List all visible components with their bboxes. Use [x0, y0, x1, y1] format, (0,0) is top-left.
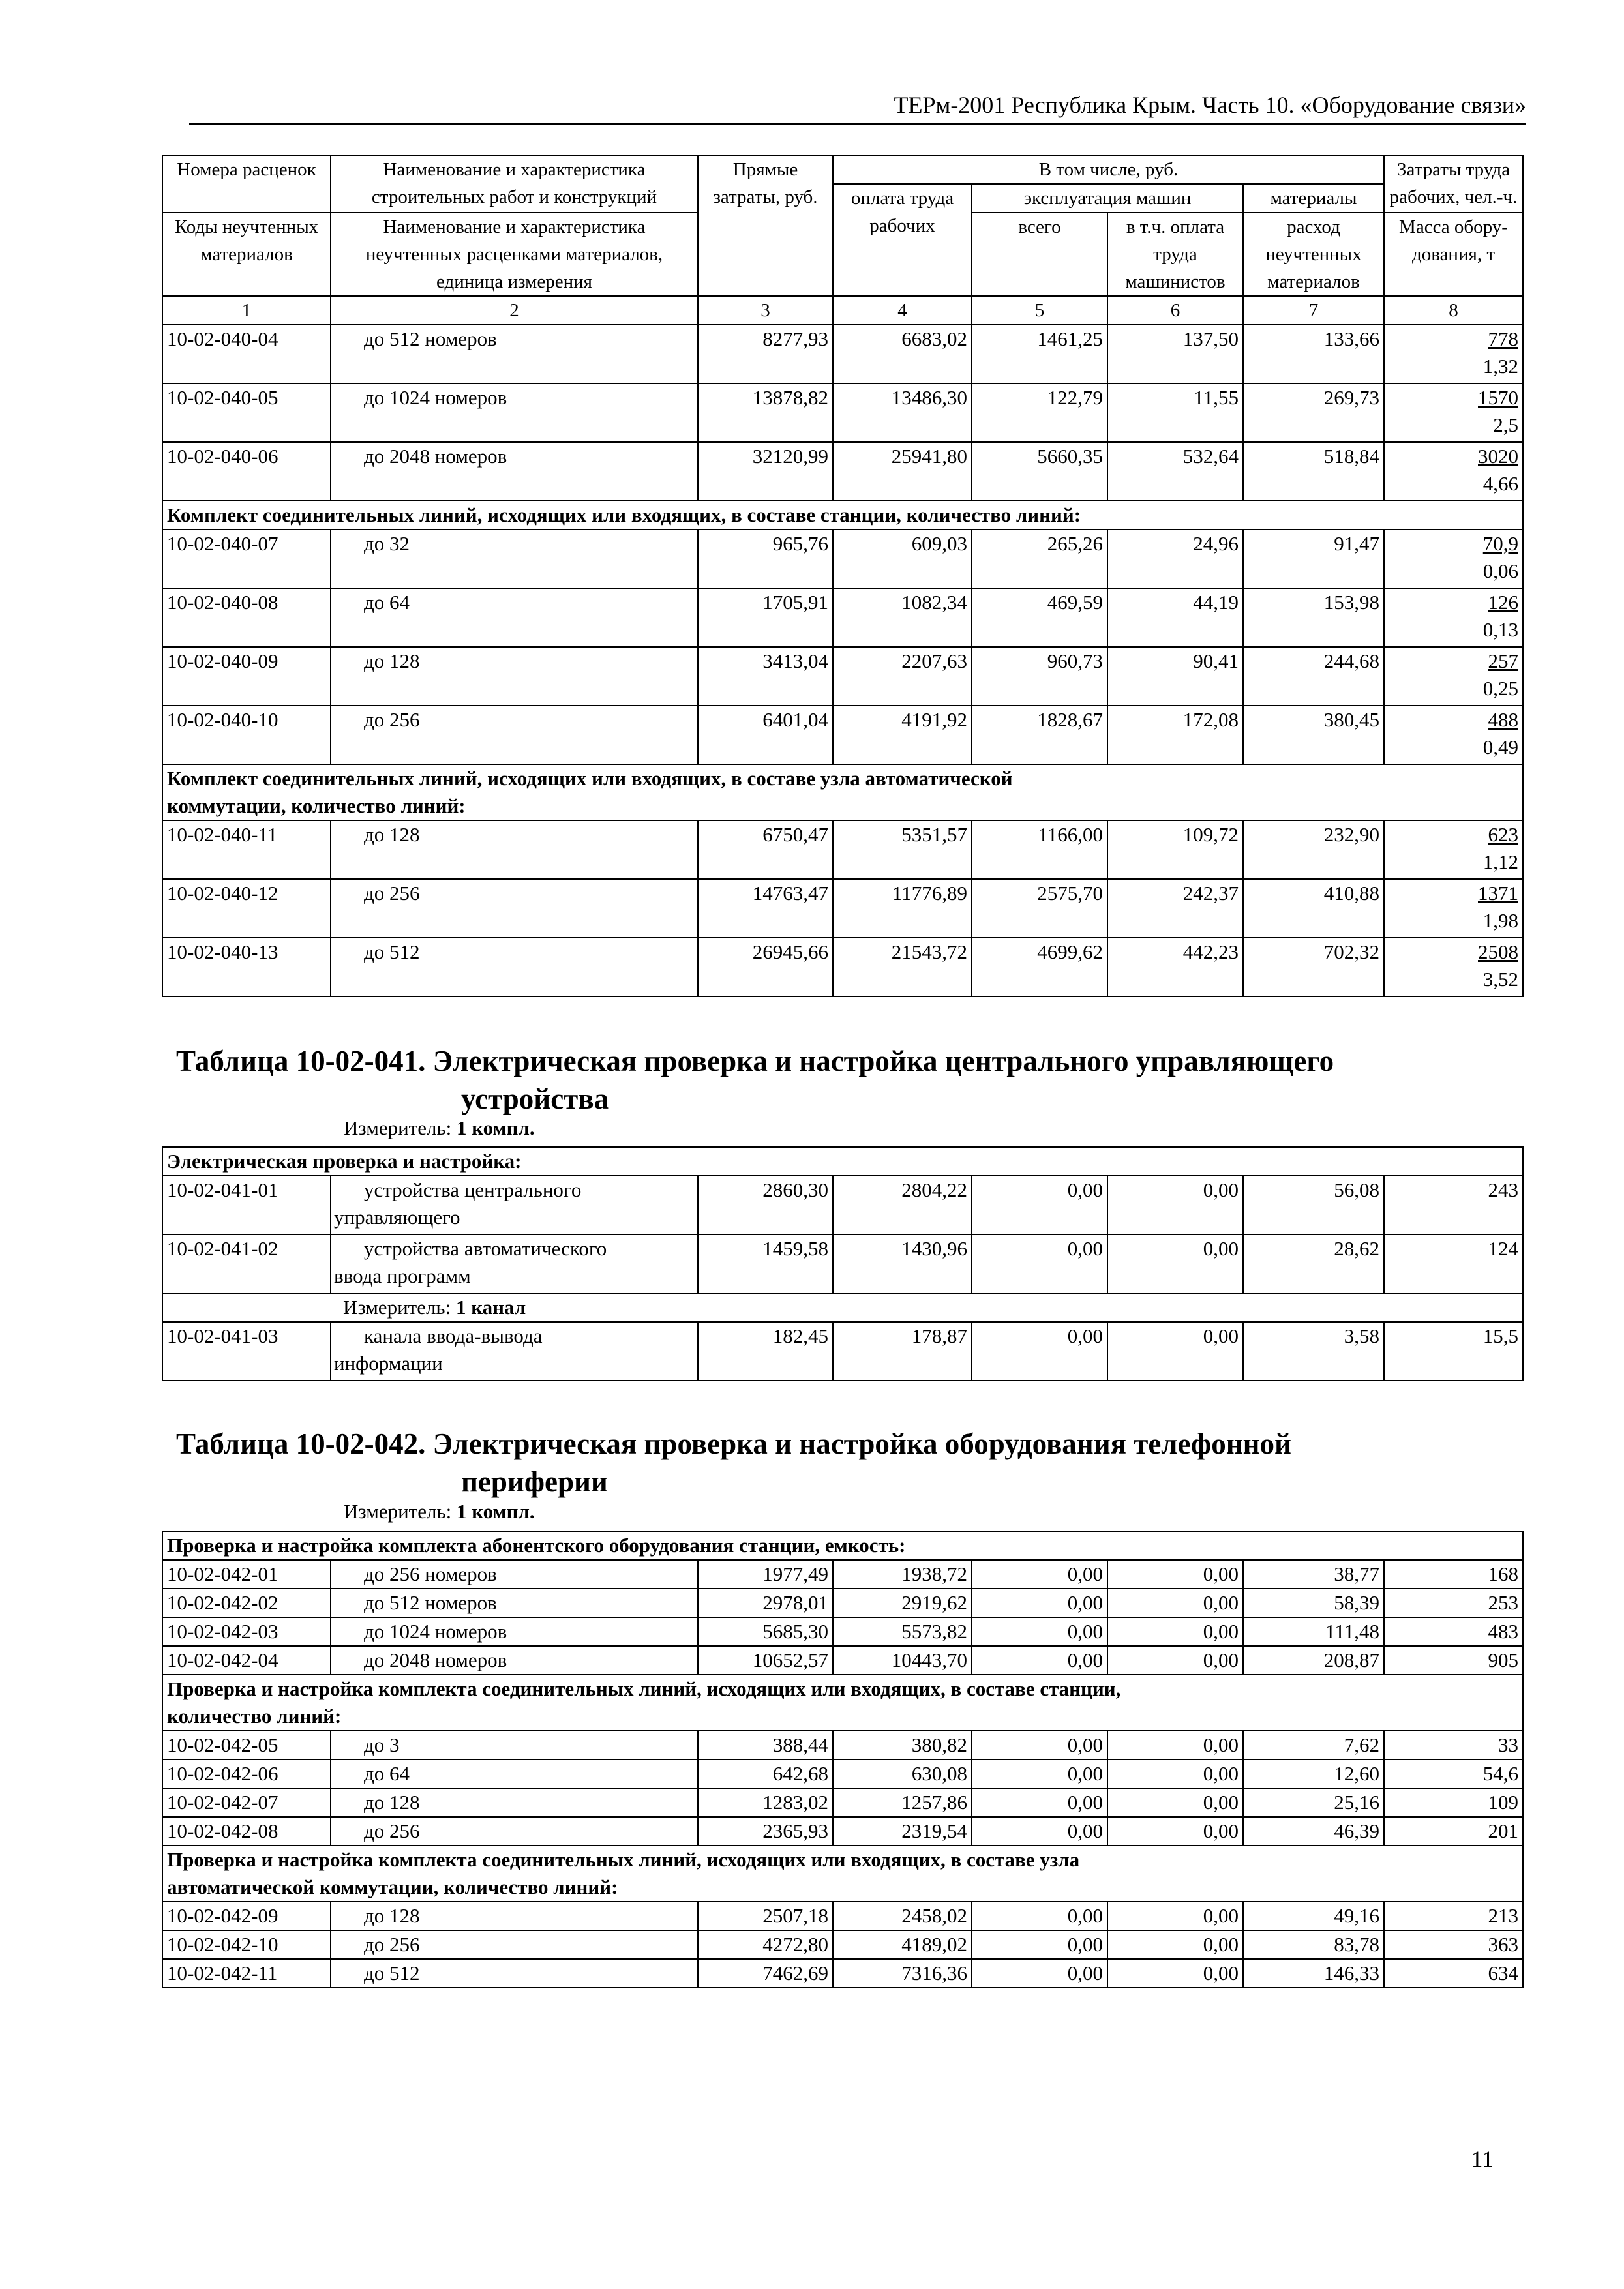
header-machines-total: всего — [972, 213, 1107, 296]
labor-cost: 488 — [1488, 708, 1518, 731]
labor-cost: 201 — [1384, 1817, 1523, 1846]
materials: 83,78 — [1243, 1930, 1384, 1959]
rate-name: до 512 номеров — [331, 1589, 698, 1617]
labor-and-mass — [1384, 706, 1523, 764]
materials: 46,39 — [1243, 1817, 1384, 1846]
table-row — [162, 1930, 1523, 1959]
materials: 232,90 — [1243, 820, 1384, 879]
direct-cost: 6401,04 — [698, 706, 833, 764]
meter-label: Измеритель: — [344, 1500, 452, 1523]
machines-total: 0,00 — [972, 1176, 1107, 1234]
header-machines: эксплуатация машин — [972, 184, 1243, 213]
labor-pay: 25941,80 — [833, 442, 972, 501]
meter-label: Измеритель: — [343, 1296, 451, 1319]
rate-code: 10-02-040-06 — [162, 442, 331, 501]
machines-pay: 0,00 — [1107, 1322, 1243, 1381]
meter-line — [344, 1500, 535, 1523]
rate-code: 10-02-042-05 — [162, 1731, 331, 1759]
rate-name: до 2048 номеров — [331, 1646, 698, 1675]
rate-code: 10-02-040-09 — [162, 647, 331, 706]
materials: 111,48 — [1243, 1617, 1384, 1646]
rate-name: до 256 — [331, 879, 698, 938]
section-heading-line: Комплект соединительных линий, исходящих или входящих, в составе узла автоматической — [167, 767, 1013, 790]
rate-name: до 256 номеров — [331, 1560, 698, 1589]
machines-pay: 44,19 — [1107, 588, 1243, 647]
table-row — [162, 383, 1523, 442]
labor-pay: 4191,92 — [833, 706, 972, 764]
machines-total: 469,59 — [972, 588, 1107, 647]
machines-pay: 0,00 — [1107, 1731, 1243, 1759]
machines-total: 960,73 — [972, 647, 1107, 706]
labor-cost: 623 — [1488, 823, 1518, 846]
table-row — [162, 647, 1523, 706]
rate-name-line: ввода программ — [334, 1264, 471, 1287]
direct-cost: 26945,66 — [698, 938, 833, 996]
rates-table-10-02-041 — [162, 1146, 1524, 1381]
header-labor-pay: оплата труда рабочих — [833, 184, 972, 296]
header-materials: материалы — [1243, 184, 1384, 213]
table-row — [162, 1322, 1523, 1381]
labor-pay: 7316,36 — [833, 1959, 972, 1988]
rate-code: 10-02-042-10 — [162, 1930, 331, 1959]
materials: 133,66 — [1243, 325, 1384, 383]
header-machines-pay: в т.ч. оплата труда машинистов — [1107, 213, 1243, 296]
direct-cost: 14763,47 — [698, 879, 833, 938]
col-number: 1 — [162, 296, 331, 325]
section-heading — [162, 1846, 1523, 1902]
rate-name: до 1024 номеров — [331, 1617, 698, 1646]
labor-and-mass — [1384, 820, 1523, 879]
equipment-mass: 1,12 — [1482, 850, 1518, 873]
machines-pay: 0,00 — [1107, 1930, 1243, 1959]
labor-pay: 1938,72 — [833, 1560, 972, 1589]
rate-code: 10-02-041-02 — [162, 1234, 331, 1293]
equipment-mass: 2,5 — [1493, 413, 1518, 436]
labor-cost: 905 — [1384, 1646, 1523, 1675]
labor-pay: 1082,34 — [833, 588, 972, 647]
machines-total: 0,00 — [972, 1817, 1107, 1846]
direct-cost: 13878,82 — [698, 383, 833, 442]
col-number: 6 — [1107, 296, 1243, 325]
table-row — [162, 1817, 1523, 1846]
header-name: Наименование и характеристика строительных работ и конструкций — [331, 155, 698, 213]
machines-total: 0,00 — [972, 1322, 1107, 1381]
rate-code: 10-02-042-01 — [162, 1560, 331, 1589]
labor-and-mass — [1384, 879, 1523, 938]
machines-total: 0,00 — [972, 1731, 1107, 1759]
rate-code: 10-02-042-09 — [162, 1902, 331, 1930]
labor-pay: 4189,02 — [833, 1930, 972, 1959]
table-row — [162, 879, 1523, 938]
rate-name-line: устройства автоматического — [364, 1237, 607, 1260]
table-row — [162, 1959, 1523, 1988]
machines-total: 5660,35 — [972, 442, 1107, 501]
machines-pay: 0,00 — [1107, 1959, 1243, 1988]
rate-name: до 1024 номеров — [331, 383, 698, 442]
section-heading: Комплект соединительных линий, исходящих или входящих, в составе станции, количество линий: — [162, 501, 1523, 530]
machines-pay: 0,00 — [1107, 1560, 1243, 1589]
rate-name: до 512 номеров — [331, 325, 698, 383]
machines-total: 1166,00 — [972, 820, 1107, 879]
labor-cost: 70,9 — [1482, 532, 1518, 555]
labor-pay: 630,08 — [833, 1759, 972, 1788]
meter-line — [344, 1116, 535, 1140]
machines-total: 0,00 — [972, 1617, 1107, 1646]
direct-cost: 2507,18 — [698, 1902, 833, 1930]
table-row — [162, 1731, 1523, 1759]
section-heading-line: коммутации, количество линий: — [167, 794, 466, 817]
direct-cost: 388,44 — [698, 1731, 833, 1759]
machines-total: 0,00 — [972, 1589, 1107, 1617]
machines-total: 122,79 — [972, 383, 1107, 442]
direct-cost: 7462,69 — [698, 1959, 833, 1988]
machines-pay: 0,00 — [1107, 1759, 1243, 1788]
machines-pay: 0,00 — [1107, 1617, 1243, 1646]
meter-label: Измеритель: — [344, 1116, 452, 1139]
table-title-line: устройства — [461, 1083, 609, 1115]
labor-pay: 2458,02 — [833, 1902, 972, 1930]
labor-and-mass — [1384, 325, 1523, 383]
materials: 25,16 — [1243, 1788, 1384, 1817]
rate-code: 10-02-040-10 — [162, 706, 331, 764]
direct-cost: 2860,30 — [698, 1176, 833, 1234]
labor-cost: 483 — [1384, 1617, 1523, 1646]
meter-value: 1 компл. — [456, 1500, 535, 1523]
header-materials-sub: расход неучтенных материалов — [1243, 213, 1384, 296]
rate-code: 10-02-040-07 — [162, 530, 331, 588]
machines-total: 0,00 — [972, 1930, 1107, 1959]
labor-cost: 778 — [1488, 327, 1518, 350]
machines-total: 0,00 — [972, 1788, 1107, 1817]
materials: 91,47 — [1243, 530, 1384, 588]
rate-name — [331, 1176, 698, 1234]
rate-name-line: канала ввода-вывода — [364, 1324, 543, 1347]
direct-cost: 2365,93 — [698, 1817, 833, 1846]
labor-pay: 21543,72 — [833, 938, 972, 996]
header-incl: В том числе, руб. — [833, 155, 1384, 184]
header-direct: Прямые затраты, руб. — [698, 155, 833, 296]
direct-cost: 182,45 — [698, 1322, 833, 1381]
rate-name: до 3 — [331, 1731, 698, 1759]
machines-total: 0,00 — [972, 1560, 1107, 1589]
rate-code: 10-02-042-06 — [162, 1759, 331, 1788]
materials: 410,88 — [1243, 879, 1384, 938]
meter-row — [162, 1293, 1523, 1322]
labor-pay: 5573,82 — [833, 1617, 972, 1646]
labor-pay: 380,82 — [833, 1731, 972, 1759]
col-number: 3 — [698, 296, 833, 325]
rate-name: до 128 — [331, 1788, 698, 1817]
rate-code: 10-02-042-04 — [162, 1646, 331, 1675]
materials: 56,08 — [1243, 1176, 1384, 1234]
labor-cost: 363 — [1384, 1930, 1523, 1959]
direct-cost: 965,76 — [698, 530, 833, 588]
machines-pay: 90,41 — [1107, 647, 1243, 706]
rate-name: до 128 — [331, 1902, 698, 1930]
table-row — [162, 1589, 1523, 1617]
labor-pay: 2919,62 — [833, 1589, 972, 1617]
table-row — [162, 1759, 1523, 1788]
labor-cost: 54,6 — [1384, 1759, 1523, 1788]
section-heading: Проверка и настройка комплекта абонентского оборудования станции, емкость: — [162, 1531, 1523, 1560]
rate-code: 10-02-040-13 — [162, 938, 331, 996]
materials: 12,60 — [1243, 1759, 1384, 1788]
machines-pay: 11,55 — [1107, 383, 1243, 442]
page-header: ТЕРм-2001 Республика Крым. Часть 10. «Оборудование связи» — [189, 91, 1526, 125]
table-row — [162, 1176, 1523, 1234]
equipment-mass: 4,66 — [1482, 472, 1518, 495]
rate-name: до 128 — [331, 820, 698, 879]
labor-and-mass — [1384, 647, 1523, 706]
table-row — [162, 588, 1523, 647]
header-name2: Наименование и характеристика неучтенных расценками материалов, единица измерения — [331, 213, 698, 296]
table-row — [162, 706, 1523, 764]
section-heading-line: автоматической коммутации, количество линий: — [167, 1876, 618, 1898]
table-title-line: Таблица 10-02-041. Электрическая проверка и настройка центрального управляющего — [176, 1045, 1334, 1077]
materials: 146,33 — [1243, 1959, 1384, 1988]
machines-pay: 242,37 — [1107, 879, 1243, 938]
labor-cost: 168 — [1384, 1560, 1523, 1589]
machines-pay: 0,00 — [1107, 1176, 1243, 1234]
machines-pay: 172,08 — [1107, 706, 1243, 764]
equipment-mass: 1,32 — [1482, 355, 1518, 378]
equipment-mass: 1,98 — [1482, 909, 1518, 932]
direct-cost: 1705,91 — [698, 588, 833, 647]
table-row — [162, 1902, 1523, 1930]
rate-name: до 2048 номеров — [331, 442, 698, 501]
direct-cost: 10652,57 — [698, 1646, 833, 1675]
direct-cost: 642,68 — [698, 1759, 833, 1788]
machines-total: 0,00 — [972, 1234, 1107, 1293]
materials: 244,68 — [1243, 647, 1384, 706]
direct-cost: 1283,02 — [698, 1788, 833, 1817]
rate-code: 10-02-040-11 — [162, 820, 331, 879]
materials: 269,73 — [1243, 383, 1384, 442]
section-heading-line: Проверка и настройка комплекта соединительных линий, исходящих или входящих, в составе станции, — [167, 1677, 1121, 1700]
labor-pay: 5351,57 — [833, 820, 972, 879]
labor-pay: 609,03 — [833, 530, 972, 588]
machines-pay: 0,00 — [1107, 1234, 1243, 1293]
section-heading-line: Проверка и настройка комплекта соединительных линий, исходящих или входящих, в составе узла — [167, 1848, 1080, 1871]
labor-pay: 6683,02 — [833, 325, 972, 383]
machines-total: 0,00 — [972, 1646, 1107, 1675]
materials: 3,58 — [1243, 1322, 1384, 1381]
equipment-mass: 0,25 — [1482, 677, 1518, 700]
col-number: 2 — [331, 296, 698, 325]
rate-code: 10-02-041-03 — [162, 1322, 331, 1381]
section-heading: Электрическая проверка и настройка: — [162, 1147, 1523, 1176]
direct-cost: 4272,80 — [698, 1930, 833, 1959]
machines-pay: 0,00 — [1107, 1589, 1243, 1617]
labor-and-mass — [1384, 383, 1523, 442]
machines-total: 1461,25 — [972, 325, 1107, 383]
header-codes: Номера расценок — [162, 155, 331, 213]
rate-name: до 32 — [331, 530, 698, 588]
labor-cost: 15,5 — [1384, 1322, 1523, 1381]
labor-pay: 2319,54 — [833, 1817, 972, 1846]
labor-cost: 243 — [1384, 1176, 1523, 1234]
rate-name: до 128 — [331, 647, 698, 706]
direct-cost: 8277,93 — [698, 325, 833, 383]
table-title-line: периферии — [461, 1465, 608, 1498]
equipment-mass: 3,52 — [1482, 968, 1518, 991]
direct-cost: 5685,30 — [698, 1617, 833, 1646]
table-title-line: Таблица 10-02-042. Электрическая проверка и настройка оборудования телефонной — [176, 1428, 1291, 1460]
section-heading — [162, 1675, 1523, 1731]
rate-name: до 512 — [331, 1959, 698, 1988]
labor-cost: 634 — [1384, 1959, 1523, 1988]
machines-pay: 532,64 — [1107, 442, 1243, 501]
table-title-10-02-042 — [176, 1425, 1520, 1501]
table-row — [162, 442, 1523, 501]
rate-code: 10-02-041-01 — [162, 1176, 331, 1234]
materials: 7,62 — [1243, 1731, 1384, 1759]
col-number: 8 — [1384, 296, 1523, 325]
rate-code: 10-02-040-04 — [162, 325, 331, 383]
labor-cost: 3020 — [1478, 445, 1518, 468]
machines-total: 4699,62 — [972, 938, 1107, 996]
table-row — [162, 1617, 1523, 1646]
machines-total: 265,26 — [972, 530, 1107, 588]
materials: 380,45 — [1243, 706, 1384, 764]
rate-name-line: информации — [334, 1352, 443, 1375]
materials: 58,39 — [1243, 1589, 1384, 1617]
machines-total: 1828,67 — [972, 706, 1107, 764]
labor-and-mass — [1384, 938, 1523, 996]
rate-code: 10-02-042-08 — [162, 1817, 331, 1846]
rate-name: до 256 — [331, 706, 698, 764]
labor-cost: 124 — [1384, 1234, 1523, 1293]
table-row — [162, 820, 1523, 879]
rate-name — [331, 1322, 698, 1381]
col-number: 4 — [833, 296, 972, 325]
machines-pay: 0,00 — [1107, 1817, 1243, 1846]
labor-cost: 33 — [1384, 1731, 1523, 1759]
header-codes2: Коды неучтенных материалов — [162, 213, 331, 296]
direct-cost: 3413,04 — [698, 647, 833, 706]
table-row — [162, 938, 1523, 996]
table-row — [162, 325, 1523, 383]
labor-pay: 11776,89 — [833, 879, 972, 938]
labor-pay: 2207,63 — [833, 647, 972, 706]
labor-cost: 213 — [1384, 1902, 1523, 1930]
materials: 208,87 — [1243, 1646, 1384, 1675]
labor-cost: 2508 — [1478, 940, 1518, 963]
labor-pay: 1430,96 — [833, 1234, 972, 1293]
section-heading — [162, 764, 1523, 820]
labor-and-mass — [1384, 530, 1523, 588]
labor-cost: 257 — [1488, 650, 1518, 672]
machines-pay: 109,72 — [1107, 820, 1243, 879]
machines-pay: 442,23 — [1107, 938, 1243, 996]
table-title-10-02-041 — [176, 1042, 1520, 1118]
machines-total: 0,00 — [972, 1902, 1107, 1930]
section-heading-line: количество линий: — [167, 1705, 342, 1728]
header-mass: Масса обору-дования, т — [1384, 213, 1523, 296]
rate-code: 10-02-040-05 — [162, 383, 331, 442]
labor-pay: 13486,30 — [833, 383, 972, 442]
table-row — [162, 1560, 1523, 1589]
table-row — [162, 1788, 1523, 1817]
labor-pay: 1257,86 — [833, 1788, 972, 1817]
materials: 518,84 — [1243, 442, 1384, 501]
materials: 153,98 — [1243, 588, 1384, 647]
equipment-mass: 0,06 — [1482, 560, 1518, 582]
machines-total: 2575,70 — [972, 879, 1107, 938]
materials: 28,62 — [1243, 1234, 1384, 1293]
rates-table-10-02-040 — [162, 155, 1524, 997]
rate-name — [331, 1234, 698, 1293]
rate-code: 10-02-042-02 — [162, 1589, 331, 1617]
rate-code: 10-02-042-11 — [162, 1959, 331, 1988]
labor-cost: 126 — [1488, 591, 1518, 614]
equipment-mass: 0,13 — [1482, 618, 1518, 641]
rate-code: 10-02-042-03 — [162, 1617, 331, 1646]
rate-name-line: устройства центрального — [364, 1178, 582, 1201]
rate-name: до 64 — [331, 588, 698, 647]
direct-cost: 6750,47 — [698, 820, 833, 879]
rate-name: до 64 — [331, 1759, 698, 1788]
meter-value: 1 компл. — [456, 1116, 535, 1139]
rate-code: 10-02-040-08 — [162, 588, 331, 647]
direct-cost: 2978,01 — [698, 1589, 833, 1617]
machines-total: 0,00 — [972, 1759, 1107, 1788]
table-row — [162, 530, 1523, 588]
labor-pay: 2804,22 — [833, 1176, 972, 1234]
rate-name: до 256 — [331, 1930, 698, 1959]
direct-cost: 1977,49 — [698, 1560, 833, 1589]
labor-pay: 10443,70 — [833, 1646, 972, 1675]
page-number: 11 — [1471, 2146, 1494, 2172]
rates-table-10-02-042 — [162, 1531, 1524, 1988]
machines-pay: 137,50 — [1107, 325, 1243, 383]
rate-code: 10-02-042-07 — [162, 1788, 331, 1817]
materials: 49,16 — [1243, 1902, 1384, 1930]
materials: 38,77 — [1243, 1560, 1384, 1589]
rate-name: до 256 — [331, 1817, 698, 1846]
rate-name: до 512 — [331, 938, 698, 996]
machines-pay: 24,96 — [1107, 530, 1243, 588]
table-row — [162, 1646, 1523, 1675]
direct-cost: 32120,99 — [698, 442, 833, 501]
machines-total: 0,00 — [972, 1959, 1107, 1988]
equipment-mass: 0,49 — [1482, 736, 1518, 758]
labor-cost: 253 — [1384, 1589, 1523, 1617]
rate-code: 10-02-040-12 — [162, 879, 331, 938]
machines-pay: 0,00 — [1107, 1788, 1243, 1817]
labor-pay: 178,87 — [833, 1322, 972, 1381]
rate-name-line: управляющего — [334, 1206, 460, 1229]
meter-value: 1 канал — [455, 1296, 526, 1319]
machines-pay: 0,00 — [1107, 1646, 1243, 1675]
labor-cost: 1570 — [1478, 386, 1518, 409]
materials: 702,32 — [1243, 938, 1384, 996]
col-number: 5 — [972, 296, 1107, 325]
table-row — [162, 1234, 1523, 1293]
labor-and-mass — [1384, 588, 1523, 647]
labor-cost: 1371 — [1478, 882, 1518, 905]
col-number: 7 — [1243, 296, 1384, 325]
machines-pay: 0,00 — [1107, 1902, 1243, 1930]
labor-cost: 109 — [1384, 1788, 1523, 1817]
header-labor-cost: Затраты труда рабочих, чел.-ч. — [1384, 155, 1523, 213]
direct-cost: 1459,58 — [698, 1234, 833, 1293]
labor-and-mass — [1384, 442, 1523, 501]
